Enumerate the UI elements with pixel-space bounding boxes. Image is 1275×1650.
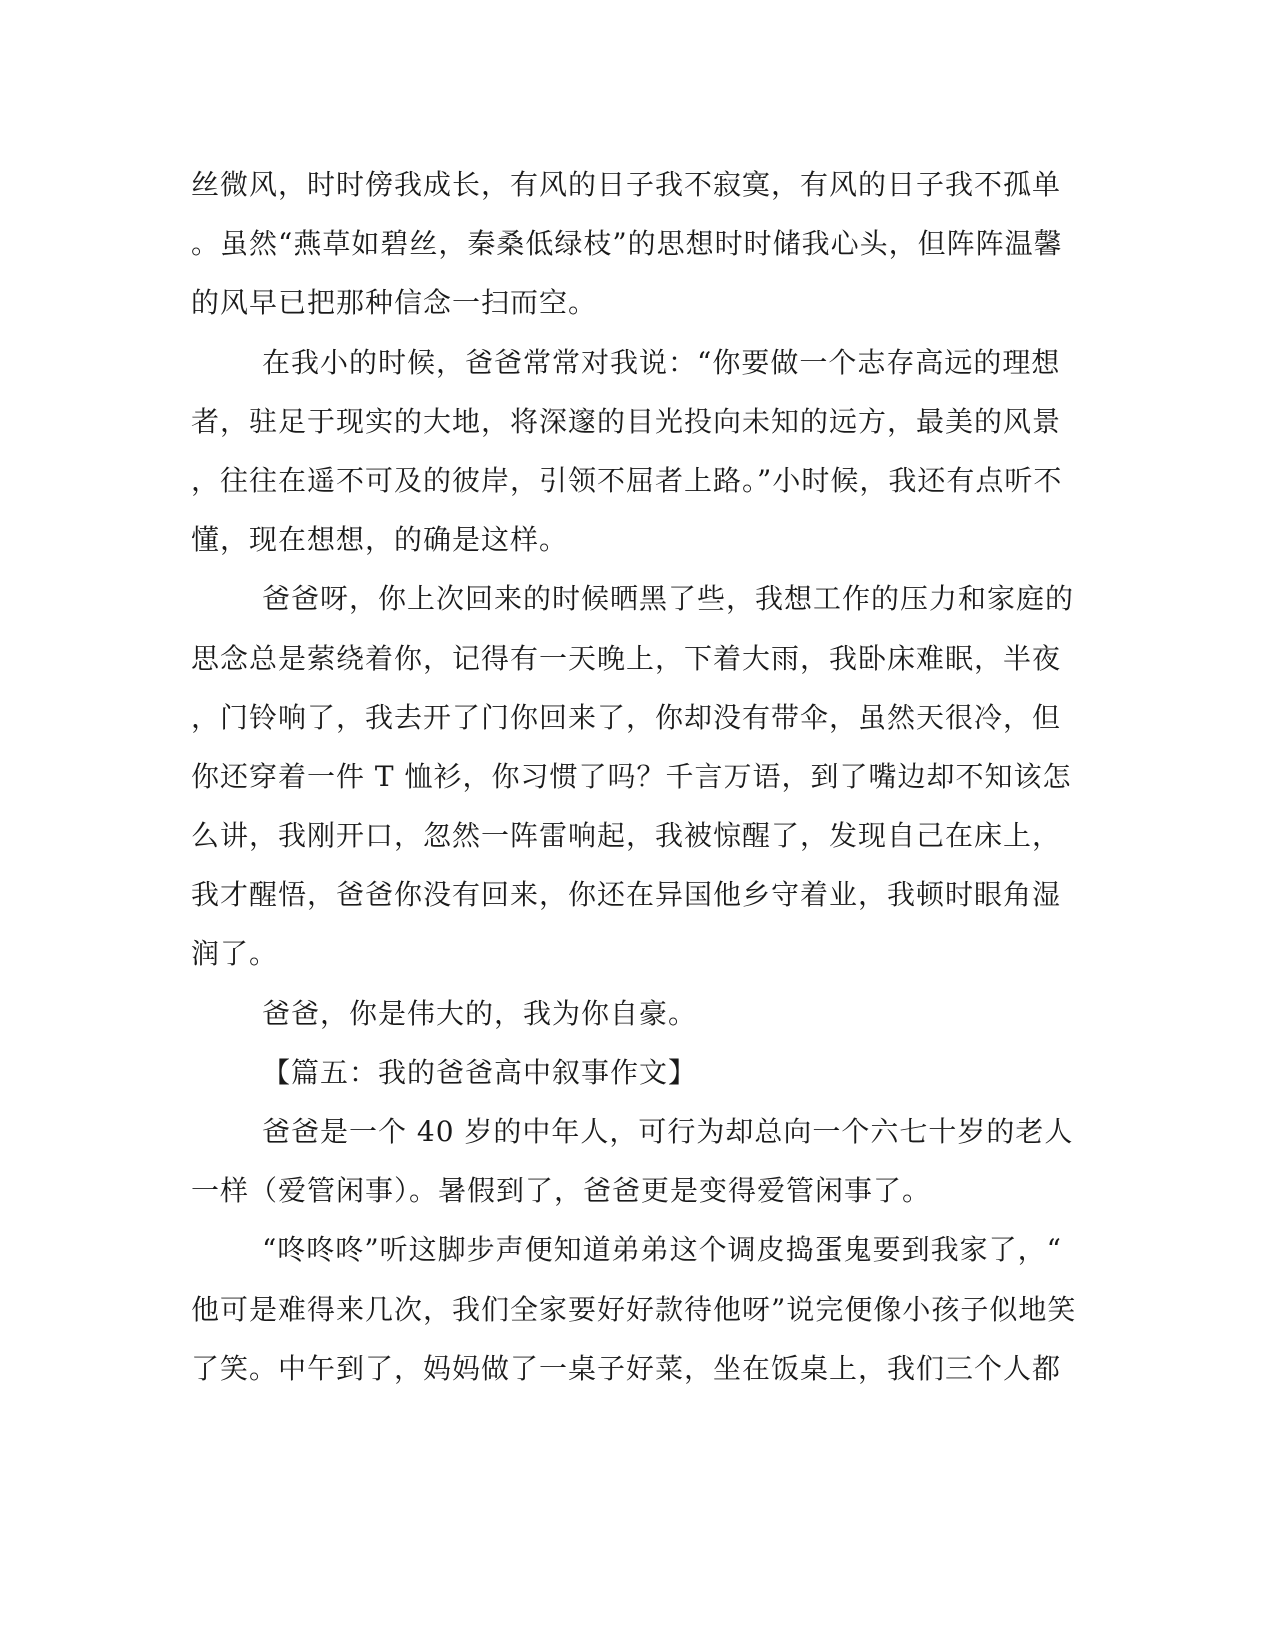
text-line: 润了。 [191,937,279,971]
text-line: 么讲，我刚开口，忽然一阵雷响起，我被惊醒了，发现自己在床上， [191,819,1062,853]
text-line: 他可是难得来几次，我们全家要好好款待他呀”说完便像小孩子似地笑 [191,1292,1077,1326]
text-line: 爸爸，你是伟大的，我为你自豪。 [262,996,698,1030]
text-line: 者，驻足于现实的大地，将深邃的目光投向未知的远方，最美的风景 [191,404,1062,438]
text-line: “咚咚咚”听这脚步声便知道弟弟这个调皮捣蛋鬼要到我家了，“ [262,1233,1062,1267]
text-line: 丝微风，时时傍我成长，有风的日子我不寂寞，有风的日子我不孤单 [191,168,1062,201]
text-line: ，往往在遥不可及的彼岸，引领不屈者上路。”小时候，我还有点听不 [191,463,1063,497]
document-body [191,155,1081,1398]
text-line: 懂，现在想想，的确是这样。 [191,523,569,557]
section-heading: 【篇五：我的爸爸高中叙事作文】 [262,1055,698,1089]
text-line: 爸爸呀，你上次回来的时候晒黑了些，我想工作的压力和家庭的 [262,582,1075,616]
text-line: 你还穿着一件 T 恤衫，你习惯了吗？千言万语，到了嘴边却不知该怎 [191,759,1072,793]
text-line: 的风早已把那种信念一扫而空。 [191,286,598,320]
text-line: 我才醒悟，爸爸你没有回来，你还在异国他乡守着业，我顿时眼角湿 [191,878,1062,912]
text-line: 爸爸是一个 40 岁的中年人，可行为却总向一个六七十岁的老人 [262,1115,1074,1148]
text-line: 。虽然“燕草如碧丝，秦桑低绿枝”的思想时时储我心头，但阵阵温馨 [191,227,1063,261]
text-line: ，门铃响了，我去开了门你回来了，你却没有带伞，虽然天很冷，但 [191,700,1062,734]
text-line: 一样（爱管闲事）。暑假到了，爸爸更是变得爱管闲事了。 [191,1174,932,1208]
text-line: 了笑。中午到了，妈妈做了一桌子好菜，坐在饭桌上，我们三个人都 [191,1351,1062,1385]
text-line: 在我小的时候，爸爸常常对我说：“你要做一个志存高远的理想 [262,345,1061,379]
text-line: 思念总是萦绕着你，记得有一天晚上，下着大雨，我卧床难眠，半夜 [191,641,1062,675]
